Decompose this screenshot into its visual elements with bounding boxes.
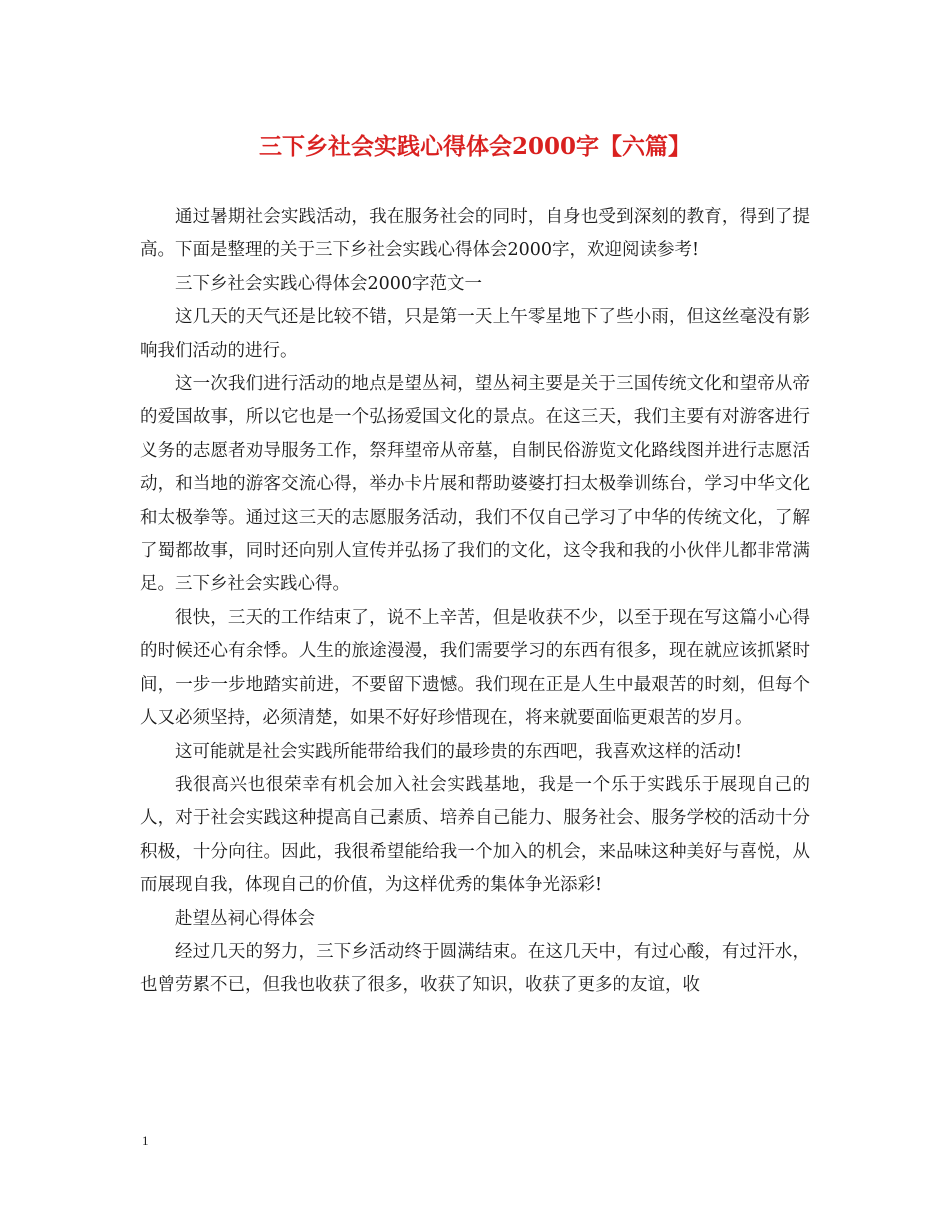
document-title: 三下乡社会实践心得体会2000字【六篇】 xyxy=(258,133,691,160)
section-heading-sample-one: 三下乡社会实践心得体会2000字范文一 xyxy=(175,273,483,294)
paragraph-join-base: 我很高兴也很荣幸有机会加入社会实践基地，我是一个乐于实践乐于展现自己的人，对于社会实践这种提高自己素质、培养自己能力、服务社会、服务学校的活动十分积极，十分向往。因此，我很希望能给我一个加入的机会，来品味这种美好与喜悦，从而展现自我，体现自己的价值，为这样优秀的集体争光添彩! xyxy=(140,774,810,896)
paragraph-weather: 这几天的天气还是比较不错，只是第一天上午零星地下了些小雨，但这丝毫没有影响我们活动的进行。 xyxy=(140,307,810,361)
section-heading-wangcongci: 赴望丛祠心得体会 xyxy=(175,908,315,929)
paragraph-activity-location: 这一次我们进行活动的地点是望丛祠，望丛祠主要是关于三国传统文化和望帝从帝的爱国故事，所以它也是一个弘扬爱国文化的景点。在这三天，我们主要有对游客进行义务的志愿者劝导服务工作，祭拜望帝从帝墓，自制民俗游览文化路线图并进行志愿活动，和当地的游客交流心得，举办卡片展和帮助婆婆打扫太极拳训练台，学习中华文化和太极拳等。通过这三天的志愿服务活动，我们不仅自己学习了中华的传统文化，了解了蜀都故事，同时还向别人宣传并弘扬了我们的文化，这令我和我的小伙伴儿都非常满足。三下乡社会实践心得。 xyxy=(140,374,810,595)
paragraph-intro: 通过暑期社会实践活动，我在服务社会的同时，自身也受到深刻的教育，得到了提高。下面是整理的关于三下乡社会实践心得体会2000字，欢迎阅读参考! xyxy=(140,207,810,261)
paragraph-conclusion: 经过几天的努力，三下乡活动终于圆满结束。在这几天中，有过心酸，有过汗水，也曾劳累不已，但我也收获了很多，收获了知识，收获了更多的友谊，收 xyxy=(140,941,810,996)
paragraph-precious-gain: 这可能就是社会实践所能带给我们的最珍贵的东西吧，我喜欢这样的活动! xyxy=(175,741,743,762)
page-number: 1 xyxy=(142,1133,149,1148)
paragraph-reflection: 很快，三天的工作结束了，说不上辛苦，但是收获不少，以至于现在写这篇小心得的时候还心有余悸。人生的旅途漫漫，我们需要学习的东西有很多，现在就应该抓紧时间，一步一步地踏实前进，不要留下遗憾。我们现在正是人生中最艰苦的时刻，但每个人又必须坚持，必须清楚，如果不好好珍惜现在，将来就要面临更艰苦的岁月。 xyxy=(140,607,810,729)
document-body xyxy=(140,201,810,1003)
